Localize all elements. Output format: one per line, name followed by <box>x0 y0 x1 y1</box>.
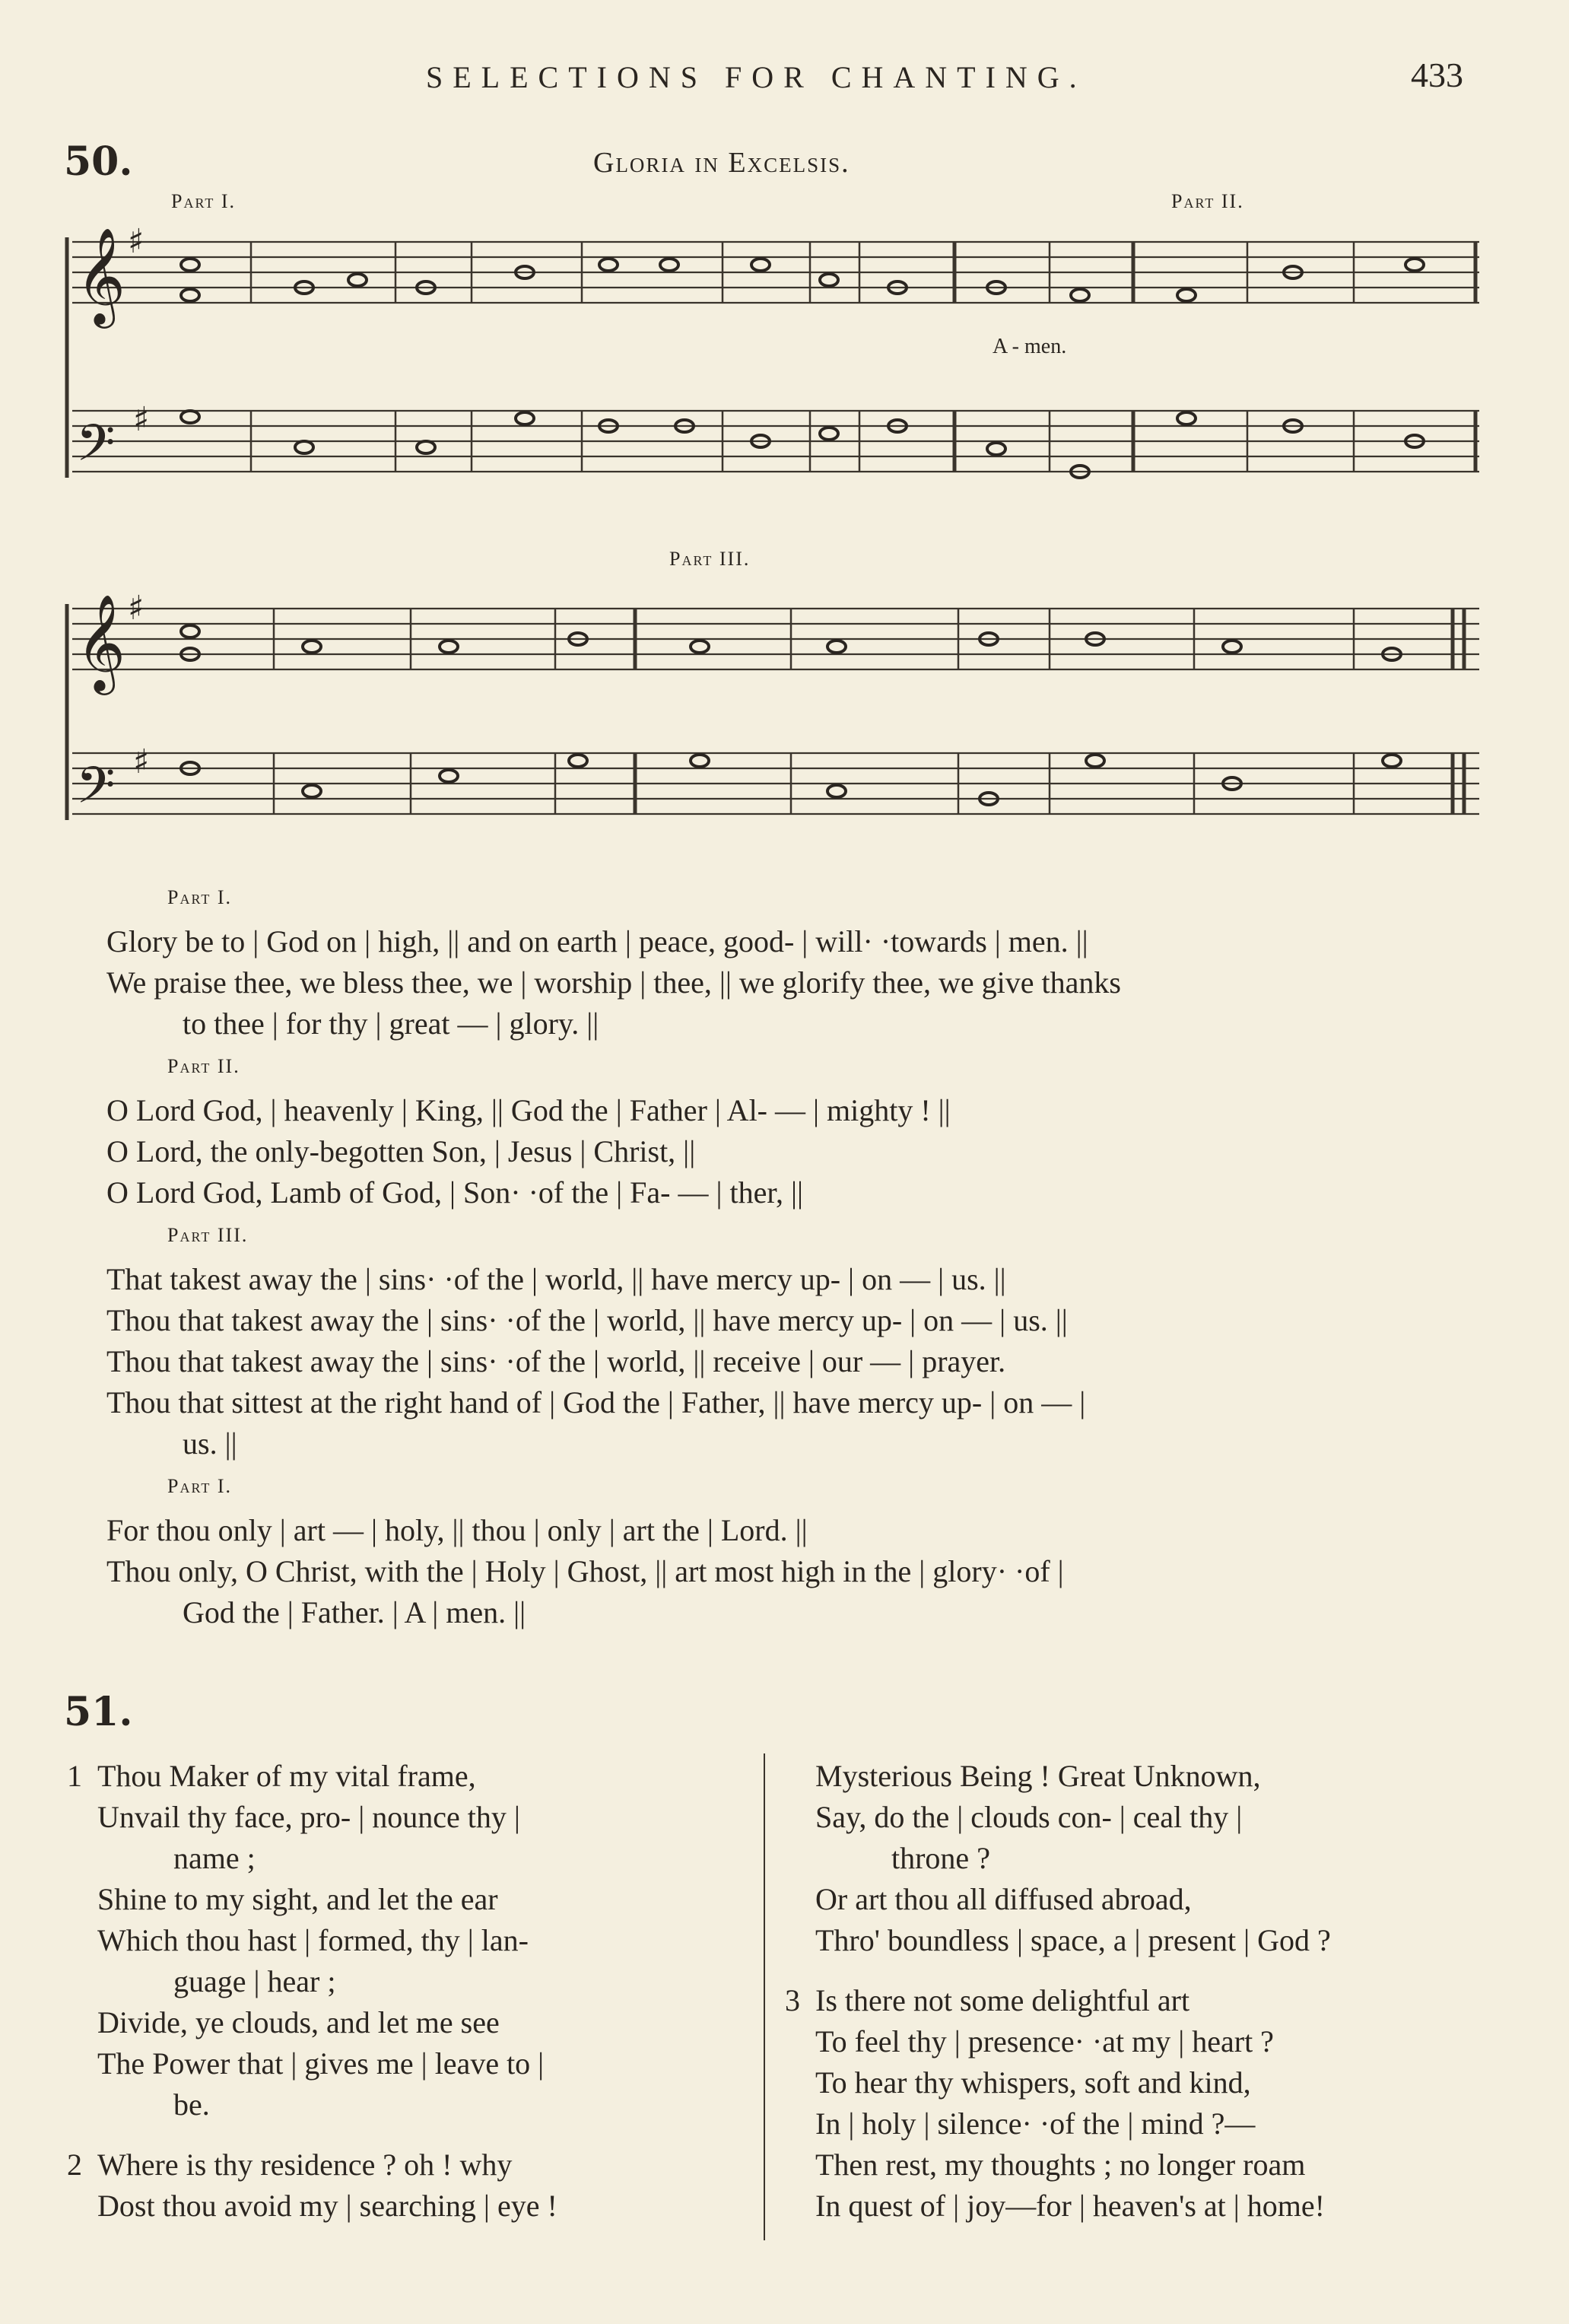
hymn-line <box>785 1980 1331 2021</box>
text-line: Glory be to | God on | high, || and on earth | peace, good- | will· ·towards | men. || <box>106 924 1088 959</box>
chant-number: 50. <box>64 138 133 185</box>
hymn-line-text: Or art thou all diffused abroad, <box>815 1882 1192 1916</box>
hymn-line <box>785 1756 1331 1797</box>
hymn-line-text: Say, do the | clouds con- | ceal thy | <box>815 1800 1243 1834</box>
music-part-label: Part I. <box>171 190 237 212</box>
hymn-line <box>785 1838 1331 1879</box>
hymn-line <box>785 1920 1331 1961</box>
section-label: Part I. <box>167 1475 233 1497</box>
text-line: us. || <box>183 1426 237 1461</box>
text-line: We praise thee, we bless thee, we | worship | thee, || we glorify thee, we give thanks <box>106 965 1121 1000</box>
section-label: Part II. <box>167 1055 240 1077</box>
text-line: O Lord God, | heavenly | King, || God the | Father | Al- — | mighty ! || <box>106 1093 951 1127</box>
hymn-line <box>67 2144 557 2186</box>
chant-text <box>106 886 1121 1633</box>
hymn-right-column <box>785 1756 1331 2227</box>
hymn-line <box>785 2021 1331 2062</box>
hymn-number: 51. <box>64 1689 133 1735</box>
hymn-line <box>785 1879 1331 1920</box>
hymn-line-text: Mysterious Being ! Great Unknown, <box>815 1759 1261 1793</box>
hymn-line-text: Then rest, my thoughts ; no longer roam <box>815 2148 1306 2182</box>
hymn-line <box>785 2186 1331 2227</box>
text-line: O Lord, the only-begotten Son, | Jesus | Christ, || <box>106 1134 696 1168</box>
hymn-left-column <box>67 1756 557 2227</box>
hymn-line-text: Thou Maker of my vital frame, <box>97 1759 476 1793</box>
text-line: to thee | for thy | great — | glory. || <box>183 1006 599 1041</box>
hymn-line <box>67 1756 557 1797</box>
page-number: 433 <box>1411 56 1463 94</box>
column-divider <box>764 1753 765 2240</box>
verse-number: 3 <box>785 1983 800 2017</box>
svg-text:♯: ♯ <box>133 400 150 439</box>
staff-bass-1 <box>72 411 1479 472</box>
hymn-line <box>785 2103 1331 2144</box>
hymn-line <box>785 2062 1331 2103</box>
hymn-line <box>785 2144 1331 2186</box>
hymn-line <box>67 1920 557 1961</box>
text-line: O Lord God, Lamb of God, | Son· ·of the | Fa- — | ther, || <box>106 1175 804 1210</box>
staff-treble-1 <box>72 242 1479 303</box>
hymn-line-text: Where is thy residence ? oh ! why <box>97 2148 513 2182</box>
text-line: Thou only, O Christ, with the | Holy | Ghost, || art most high in the | glory· ·of | <box>106 1554 1064 1588</box>
staff-bass-2 <box>72 753 1479 814</box>
hymn-line-text: Thro' boundless | space, a | present | God ? <box>815 1923 1331 1957</box>
hymn-line <box>67 1797 557 1838</box>
hymn-line-text: Shine to my sight, and let the ear <box>97 1882 498 1916</box>
music-part-label: Part III. <box>669 548 751 570</box>
hymn-line-text: throne ? <box>891 1841 990 1875</box>
staff-treble-2 <box>72 609 1479 669</box>
hymn-line <box>67 2186 557 2227</box>
hymn-line-text: Dost thou avoid my | searching | eye ! <box>97 2189 557 2223</box>
hymn-line-text: Which thou hast | formed, thy | lan- <box>97 1923 529 1957</box>
text-line: Thou that takest away the | sins· ·of the | world, || receive | our — | prayer. <box>106 1344 1006 1378</box>
hymn-line-text: In | holy | silence· ·of the | mind ?— <box>815 2106 1256 2141</box>
hymn-line-text: To feel thy | presence· ·at my | heart ? <box>815 2024 1274 2059</box>
svg-text:♯: ♯ <box>133 742 150 781</box>
section-label: Part I. <box>167 886 233 908</box>
hymn-line <box>67 1838 557 1879</box>
music-notation <box>0 0 1569 898</box>
text-line: That takest away the | sins· ·of the | world, || have mercy up- | on — | us. || <box>106 1262 1006 1296</box>
svg-text:♯: ♯ <box>128 222 145 261</box>
hymn-line-text: To hear thy whispers, soft and kind, <box>815 2065 1251 2100</box>
hymn-line <box>67 2084 557 2125</box>
section-label: Part III. <box>167 1224 249 1246</box>
text-line: God the | Father. | A | men. || <box>183 1595 526 1629</box>
hymn-line-text: The Power that | gives me | leave to | <box>97 2046 545 2081</box>
verse-number: 1 <box>67 1759 82 1793</box>
svg-text:♯: ♯ <box>128 589 145 628</box>
hymn-line <box>67 2002 557 2043</box>
hymn-line-text: Is there not some delightful art <box>815 1983 1190 2017</box>
treble-clef-icon: 𝄞 <box>76 593 126 691</box>
bass-clef-icon: 𝄢 <box>76 414 116 485</box>
running-title: SELECTIONS FOR CHANTING. <box>426 60 1087 94</box>
treble-clef-icon: 𝄞 <box>76 227 126 324</box>
chant-title: Gloria in Excelsis. <box>593 147 850 179</box>
hymn-line-text: name ; <box>173 1841 256 1875</box>
hymn-line-text: In quest of | joy—for | heaven's at | home! <box>815 2189 1325 2223</box>
text-line: For thou only | art — | holy, || thou | only | art the | Lord. || <box>106 1513 808 1547</box>
music-part-label: Part II. <box>1171 190 1244 212</box>
hymn-line <box>67 2043 557 2084</box>
text-line: Thou that takest away the | sins· ·of the | world, || have mercy up- | on — | us. || <box>106 1303 1068 1337</box>
verse-number: 2 <box>67 2148 82 2182</box>
bass-clef-icon: 𝄢 <box>76 756 116 827</box>
hymn-line <box>67 1961 557 2002</box>
hymn-line-text: Divide, ye clouds, and let me see <box>97 2005 500 2039</box>
hymn-line <box>785 1797 1331 1838</box>
hymn-line-text: guage | hear ; <box>173 1964 336 1998</box>
text-line: Thou that sittest at the right hand of | God the | Father, || have mercy up- | on — | <box>106 1385 1086 1420</box>
amen-lyric: A - men. <box>993 335 1067 358</box>
hymn-line-text: be. <box>173 2087 210 2122</box>
hymn-line <box>67 1879 557 1920</box>
hymn-line-text: Unvail thy face, pro- | nounce thy | <box>97 1800 520 1834</box>
